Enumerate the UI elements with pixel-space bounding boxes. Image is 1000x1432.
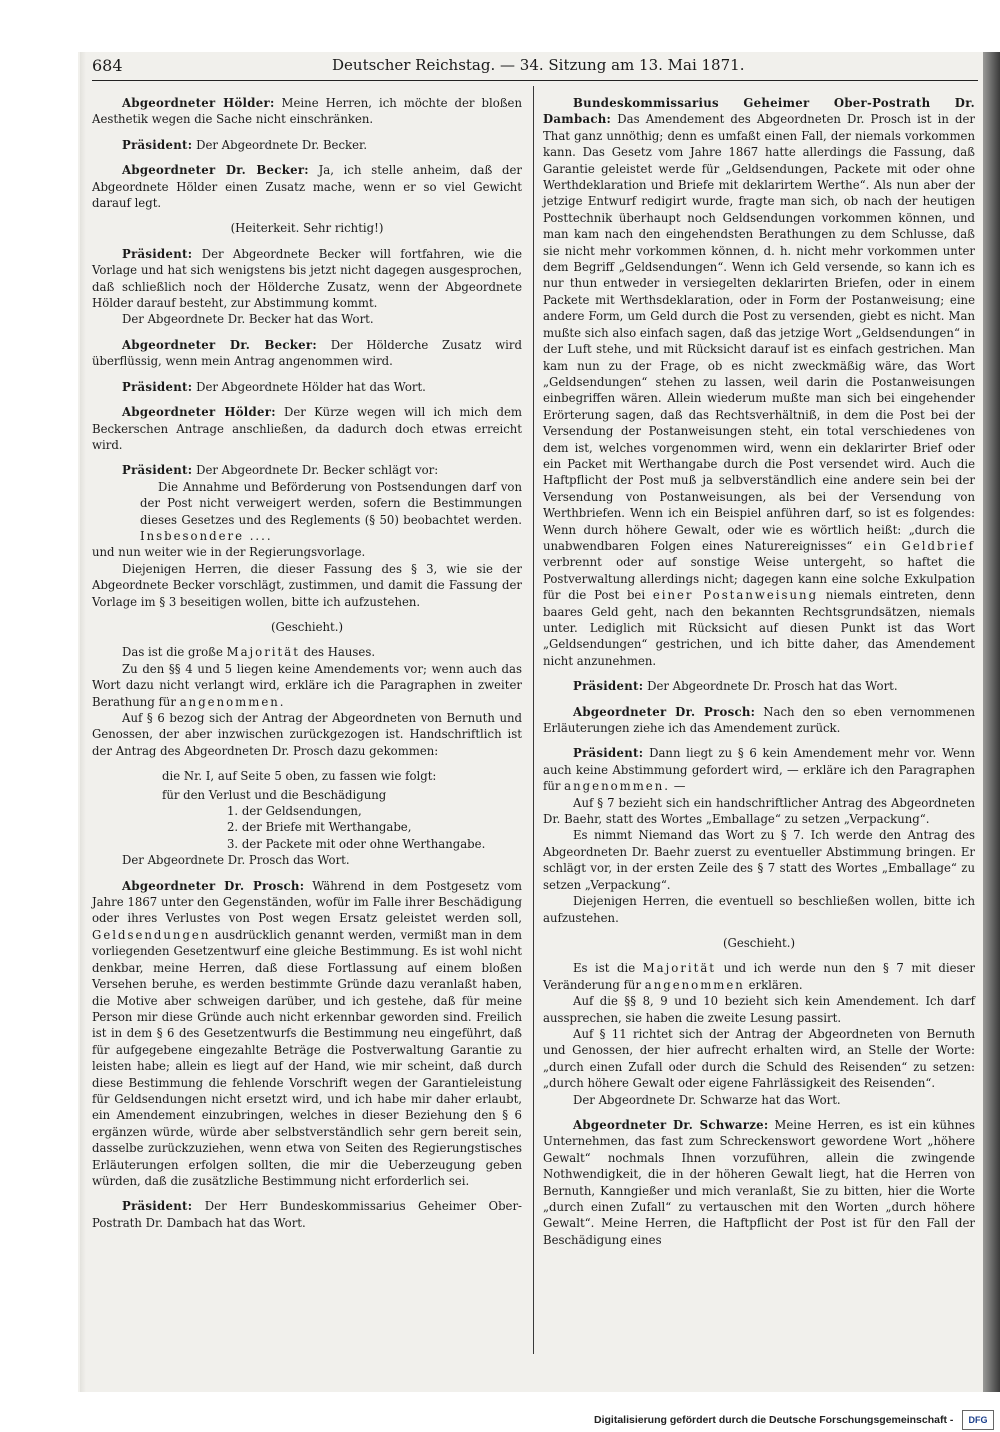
paragraph: Der Abgeordnete Dr. Prosch das Wort. xyxy=(122,853,350,868)
paragraph: Diejenigen Herren, die eventuell so beschließen wollen, bitte ich aufzustehen. xyxy=(543,894,975,925)
paragraph: Auf § 7 bezieht sich ein handschriftlicher Antrag des Abgeordneten Dr. Baehr, statt des Wortes „Emballage“ zu setzen „Verpackung“. xyxy=(543,795,975,827)
paragraph: Abgeordneter Dr. Becker: Ja, ich stelle anheim, daß der Abgeordnete Hölder einen Zusatz mache, wenn er so viel Gewicht darauf legt. xyxy=(92,163,522,211)
paragraph: Abgeordneter Dr. Prosch: Während in dem Postgesetz vom Jahre 1867 unter den Gegenständen, wofür im Falle ihrer Beschädigung oder ihres Verlustes von Post wegen Ersatz geleistet werden soll, Geldsendungen ausdrücklich genannt werden, vermißt man in dem vorliegenden Gesetzentwurf eine gleiche Bestimmung. Es ist wohl nicht denkbar, meine Herren, daß diese Fortlassung auf einem bloßen Versehen beruhe, es werden bestimmte Gründe dazu veranlaßt haben, die Motive aber schweigen darüber, und ich gestehe, daß für meine Person mir diese Gründe auch nicht erkennbar geworden sind. Freilich ist in dem § 6 des Gesetzentwurfs die Bestimmung neu eingeführt, daß für aufgegebene eingezahlte Beträge die Postverwaltung Garantie zu leisten habe; allein es liegt auf der Hand, wie mir scheint, daß durch diese Bestimmung die fehlende Vorschrift wegen der Garantieleistung für Geldsendungen nicht ersetzt wird, und ich habe mir daher erlaubt, ein Amendement einzubringen, welches in dieser Beziehung den § 6 ergänzen würde, würde aber selbstverständlich sehr gern bereit sein, dasselbe zurückzuziehen, wenn etwa von Seiten des Regierungstisches Erläuterungen erfolgen sollten, die mir die Ueberzeugung geben würden, daß die zusätzliche Bestimmung nicht erforderlich sei. xyxy=(92,878,523,1188)
speaker-label: Präsident: xyxy=(122,379,193,394)
paragraph: Präsident: Der Abgeordnete Dr. Becker. xyxy=(122,137,368,152)
paragraph: Abgeordneter Dr. Schwarze: Meine Herren, es ist ein kühnes Unternehmen, das fast zum Schreckenswort gewordene Wort „höhere Gewalt“ nochmals Ihnen vorzuführen, allein die zwingende Nothwendigkeit, die in der höheren Gewalt liegt, hat die Herren von Bernuth, Kanngießer und mich veranlaßt, Sie zu bitten, hier die Worte „durch einen Zufall“ zu vertauschen mit den Worten „durch höhere Gewalt“. Meine Herren, die Haftpflicht der Post ist für den Fall der Beschädigung eines xyxy=(543,1117,975,1247)
stage-direction: (Geschieht.) xyxy=(722,935,796,950)
paragraph: Es nimmt Niemand das Wort zu § 7. Ich werde den Antrag des Abgeordneten Dr. Baehr zuerst zu eventueller Abstimmung bringen. Er schlägt vor, in der ersten Zeile des § 7 statt des Wortes „Emballage“ zu setzen „Verpackung“. xyxy=(543,828,975,892)
quoted-motion: Die Annahme und Beförderung von Postsendungen darf von der Post nicht verweigert werden, sofern die Bestimmungen dieses Gesetzes und des Reglements (§ 50) beobachtet werden. Insbesondere .... xyxy=(140,479,522,543)
paragraph: Präsident: Der Abgeordnete Dr. Becker schlägt vor: xyxy=(122,463,439,478)
stage-direction: (Heiterkeit. Sehr richtig!) xyxy=(230,221,384,236)
paragraph: Präsident: Der Herr Bundeskommissarius Geheimer Ober-Postrath Dr. Dambach hat das Wort. xyxy=(92,1199,522,1230)
paragraph: Abgeordneter Dr. Prosch: Nach den so eben vernommenen Erläuterungen ziehe ich das Amendement zurück. xyxy=(543,704,976,736)
speaker-label: Präsident: xyxy=(122,137,193,152)
speaker-label: Abgeordneter Dr. Schwarze: xyxy=(573,1117,769,1132)
paragraph: Abgeordneter Dr. Becker: Der Hölderche Zusatz wird überflüssig, wenn mein Antrag angenommen wird. xyxy=(92,337,522,369)
paragraph: Abgeordneter Hölder: Der Kürze wegen will ich mich dem Beckerschen Antrage anschließen, da dadurch doch etwas erreicht wird. xyxy=(92,405,522,452)
speaker-label: Abgeordneter Dr. Prosch: xyxy=(122,878,305,893)
speaker-label: Präsident: xyxy=(573,746,644,761)
speaker-label: Präsident: xyxy=(122,463,193,478)
digitization-credit: Digitalisierung gefördert durch die Deutsche Forschungsgemeinschaft - xyxy=(594,1414,954,1426)
paragraph: Abgeordneter Hölder: Meine Herren, ich möchte der bloßen Aesthetik wegen die Sache nicht einschränken. xyxy=(92,96,522,127)
paragraph: Auf § 11 richtet sich der Antrag der Abgeordneten von Bernuth und Genossen, der hier aufrecht erhalten wird, an Stelle der Worte: „durch einen Zufall oder durch die Schuld des Reisenden“ zu setzen: „durch höhere Gewalt oder eigene Fahrlässigkeit des Reisenden“. xyxy=(543,1026,975,1091)
list-item: 2. der Briefe mit Werthangabe, xyxy=(227,820,412,835)
paragraph: Bundeskommissarius Geheimer Ober-Postrath Dr. Dambach: Das Amendement des Abgeordneten Dr. Prosch ist in der That ganz unnöthig; denn es umfaßt einen Fall, der niemals vorkommen kann. Das Gesetz vom Jahre 1867 hatte allerdings die Fassung, daß Garantie geleistet werde für „Geldsendungen, Packete mit oder ohne Werthdeklaration und Briefe mit deklarirtem Werthe“. Als nun aber der jetzige Entwurf redigirt wurde, fragte man sich, ob nach der heutigen Posttechnik überhaupt noch Geldsendungen vorkommen können, und man kam nach den eingehendsten Berathungen zu dem Schlusse, daß sie nicht mehr vorkommen können, d. h. nicht mehr vorkommen unter dem Begriff „Geldsendungen“. Wenn ich Geld versende, so kann ich es nur thun entweder in versiegelten deklarirten Briefen, oder in einem Packete mit Werthsdeklaration, oder in Form der Postanweisung; eine andere Form, um Geld durch die Post zu versenden, giebt es nicht. Man mußte sich also einfach sagen, daß das jetzige Wort „Geldsendungen“ in der Luft stehe, und mit Rücksicht darauf ist es einfach gestrichen. Man kam nun zu der Frage, ob es nicht zweckmäßig wäre, das Wort „Geldsendungen“ stehen zu lassen, weil darin die Postanweisungen einbegriffen wären. Allein wiederum mußte man sich bei eingehender Erörterung sagen, daß das Rechtsverhältniß, in dem die Post bei der Versendung der Postanweisungen steht, ein total verschiedenes von dem ist, welches vorgenommen wird, wenn ein deklarirter Brief oder ein Packet mit Werthangabe durch die Post versendet wird. Auch die Haftpflicht der Post muß ja selbverständlich eine andere sein bei der Versendung von Postanweisungen, als bei der Versendung von Werthbriefen. Wenn ich ein Beispiel anführen darf, so ist es folgendes: Wenn durch höhere Gewalt, oder wie es wörtlich heißt: „durch die unabwendbaren Folgen eines Naturereignisses“ ein Geldbrief verbrennt oder auf sonstige Weise untergeht, so haftet die Postverwaltung allerdings nicht; dagegen kann eine solche Exkulpation für die Post bei einer Postanweisung niemals eintreten, denn baares Geld geht, nach den bekannten Rechtsgrundsätzen, niemals unter. Lediglich mit Rücksicht auf diesen Punkt ist das Wort „Geldsendungen“ gestrichen, und ich bitte daher, das Amendement nicht anzunehmen. xyxy=(543,96,976,668)
paragraph: Diejenigen Herren, die dieser Fassung des § 3, wie sie der Abgeordnete Becker vorschlägt, zustimmen, und damit die Fassung der Vorlage im § 3 beseitigen wollen, bitte ich aufzustehen. xyxy=(92,561,522,609)
list-item: 3. der Packete mit oder ohne Werthangabe. xyxy=(227,836,486,851)
speaker-label: Abgeordneter Dr. Prosch: xyxy=(573,704,756,719)
paragraph: Präsident: Der Abgeordnete Hölder hat das Wort. xyxy=(122,379,426,394)
paragraph: Das ist die große Majorität des Hauses. xyxy=(122,645,376,660)
paragraph: Der Abgeordnete Dr. Becker hat das Wort. xyxy=(122,312,374,327)
paragraph: Zu den §§ 4 und 5 liegen keine Amendements vor; wenn auch das Wort dazu nicht verlangt wird, erkläre ich die Paragraphen in zweiter Berathung für angenommen. xyxy=(92,661,522,709)
scan-edge-shadow xyxy=(983,52,1000,1392)
speaker-label: Präsident: xyxy=(573,679,644,694)
paragraph: Der Abgeordnete Dr. Schwarze hat das Wort. xyxy=(573,1092,841,1107)
list-item: 1. der Geldsendungen, xyxy=(227,804,362,819)
left-column xyxy=(92,95,522,1240)
speaker-label: Präsident: xyxy=(122,246,193,261)
running-title: Deutscher Reichstag. — 34. Sitzung am 13. Mai 1871. xyxy=(332,56,745,74)
page-number: 684 xyxy=(92,56,123,75)
paragraph: und nun weiter wie in der Regierungsvorlage. xyxy=(92,545,366,560)
speaker-label: Abgeordneter Hölder: xyxy=(122,405,276,420)
speaker-label: Präsident: xyxy=(122,1199,193,1214)
speaker-label: Abgeordneter Dr. Becker: xyxy=(122,337,317,352)
speaker-label: Abgeordneter Hölder: xyxy=(122,96,275,110)
paragraph: Es ist die Majorität und ich werde nun den § 7 mit dieser Veränderung für angenommen erklären. xyxy=(543,961,976,992)
header-rule xyxy=(92,80,978,81)
list-heading: für den Verlust und die Beschädigung xyxy=(162,787,387,802)
right-column xyxy=(543,95,975,1257)
stage-direction: (Geschieht.) xyxy=(270,619,344,634)
dfg-logo: DFG xyxy=(962,1410,994,1430)
paragraph: Präsident: Dann liegt zu § 6 kein Amendement mehr vor. Wenn auch keine Abstimmung gefordert wird, — erkläre ich den Paragraphen für angenommen. — xyxy=(543,746,975,794)
paragraph: Auf die §§ 8, 9 und 10 bezieht sich kein Amendement. Ich darf aussprechen, sie haben die zweite Lesung passirt. xyxy=(543,994,975,1025)
paragraph: die Nr. I, auf Seite 5 oben, zu fassen wie folgt: xyxy=(162,769,437,784)
speaker-label: Bundeskommissarius Geheimer Ober-Postrath Dr. Dambach: xyxy=(543,96,975,127)
speaker-label: Abgeordneter Dr. Becker: xyxy=(122,163,309,178)
column-divider xyxy=(533,86,534,1354)
paragraph: Präsident: Der Abgeordnete Dr. Prosch hat das Wort. xyxy=(573,679,898,694)
paragraph: Präsident: Der Abgeordnete Becker will fortfahren, wie die Vorlage und hat sich wenigstens bis jetzt nicht dagegen ausgesprochen, daß schließlich noch der Hölderche Zusatz, wenn der Abgeordnete Hölder darauf besteht, zur Abstimmung kommt. xyxy=(92,246,523,311)
paragraph: Auf § 6 bezog sich der Antrag der Abgeordneten von Bernuth und Genossen, der aber inzwischen zurückgezogen ist. Handschriftlich ist der Antrag des Abgeordneten Dr. Prosch dazu gekommen: xyxy=(92,711,522,758)
